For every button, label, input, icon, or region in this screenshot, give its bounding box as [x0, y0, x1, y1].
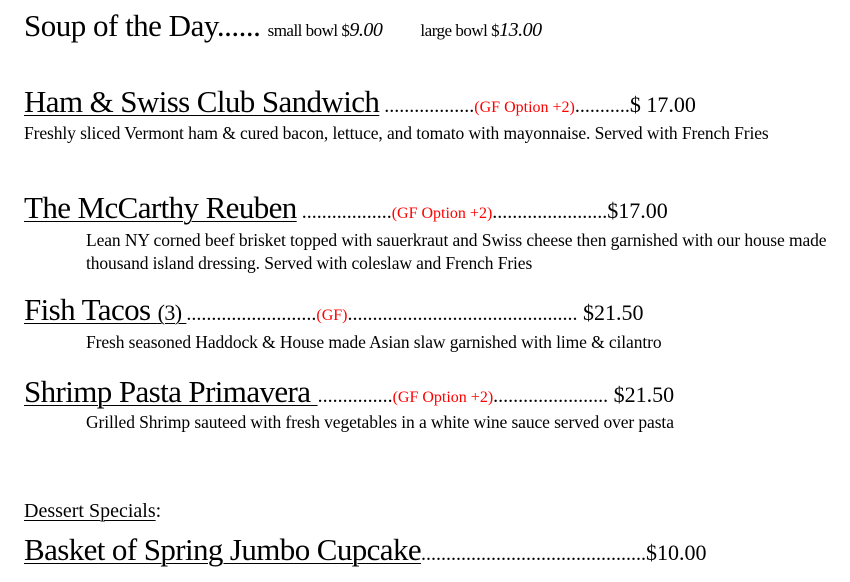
gf-option-label: (GF Option +2): [391, 205, 493, 222]
leader-dots: ..................: [379, 95, 475, 117]
gf-option-label: (GF Option +2): [474, 99, 575, 116]
item-name: The McCarthy Reuben: [24, 190, 297, 225]
menu-item-ham-swiss: [24, 84, 696, 120]
dessert-item-cupcake: [24, 532, 707, 568]
soup-large-bowl-label: large bowl $: [420, 21, 500, 40]
dessert-header-colon: :: [155, 500, 162, 522]
leader-dots: .............................................: [421, 543, 647, 565]
item-price: $ 17.00: [629, 92, 696, 117]
item-quantity: (3): [157, 300, 182, 325]
item-price: $10.00: [646, 540, 707, 565]
menu-item-mccarthy-reuben: [24, 190, 668, 226]
leader-dots: .......................: [492, 201, 608, 223]
soup-of-the-day-line: [24, 8, 542, 44]
leader-dots: ..............................................: [347, 303, 578, 325]
item-description: Fresh seasoned Haddock & House made Asian slaw garnished with lime & cilantro: [86, 332, 662, 352]
leader-dots: ...........: [574, 95, 630, 117]
item-price: $17.00: [607, 198, 668, 223]
item-name: Ham & Swiss Club Sandwich: [24, 84, 380, 119]
menu-item-shrimp-pasta: [24, 374, 674, 410]
item-price: $21.50: [577, 300, 644, 325]
soup-title: Soup of the Day......: [24, 8, 261, 43]
item-price: $21.50: [608, 382, 675, 407]
dessert-header-label: Dessert Specials: [24, 500, 156, 522]
soup-small-bowl-label: small bowl $: [267, 21, 350, 40]
leader-dots: .......................: [493, 385, 609, 407]
item-description: Lean NY corned beef brisket topped with sauerkraut and Swiss cheese then garnished with our house made thousand island dressing. Served with coleslaw and French Fries: [86, 230, 827, 273]
soup-large-bowl-price: 13.00: [499, 19, 542, 41]
soup-small-bowl-price: 9.00: [349, 19, 383, 41]
item-description: Freshly sliced Vermont ham & cured bacon, lettuce, and tomato with mayonnaise. Served with French Fries: [24, 123, 769, 143]
leader-dots: ...............: [317, 385, 393, 407]
item-description: Grilled Shrimp sauteed with fresh vegetables in a white wine sauce served over pasta: [86, 412, 674, 432]
item-name: Fish Tacos: [24, 292, 151, 327]
menu-item-fish-tacos: [24, 292, 644, 328]
gf-option-label: (GF Option +2): [392, 389, 494, 406]
leader-dots: ..................: [296, 201, 392, 223]
item-name: Basket of Spring Jumbo Cupcake: [24, 532, 422, 567]
leader-dots: ..........................: [186, 303, 317, 325]
dessert-specials-header: [24, 500, 161, 523]
item-name: Shrimp Pasta Primavera: [24, 374, 311, 409]
gf-label: (GF): [316, 307, 348, 324]
